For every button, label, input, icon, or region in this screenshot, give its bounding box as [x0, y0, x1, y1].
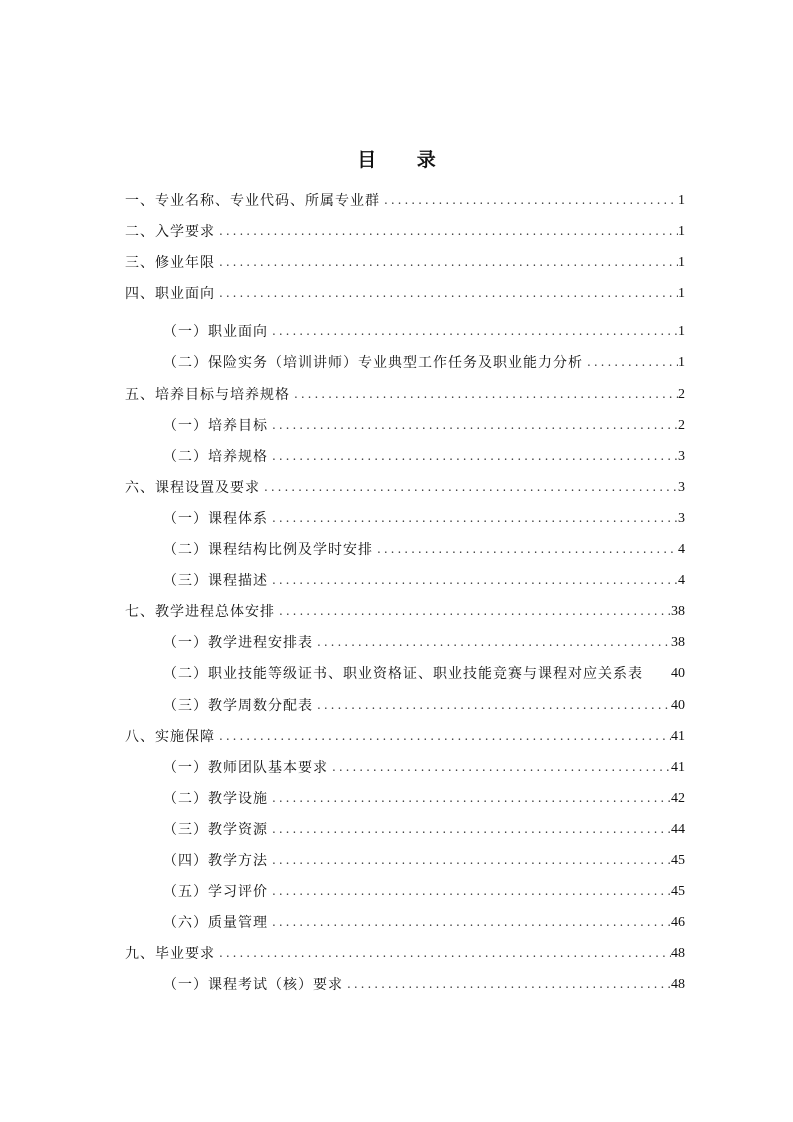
toc-leader-dots: [268, 322, 678, 344]
toc-entry-label: （一）课程考试（核）要求: [163, 977, 343, 994]
table-of-contents: [125, 182, 685, 997]
toc-leader-dots: [260, 478, 678, 500]
toc-leader-dots: [313, 696, 671, 718]
toc-entry-page-number: 1: [678, 193, 685, 209]
toc-entry-page-number: 45: [671, 884, 685, 900]
toc-leader-dots: [215, 222, 678, 244]
toc-entry[interactable]: [125, 344, 685, 375]
toc-entry-page-number: 1: [678, 255, 685, 271]
toc-entry[interactable]: [125, 593, 685, 624]
toc-entry-label: （三）教学资源: [163, 821, 268, 838]
toc-leader-dots: [268, 571, 678, 593]
toc-entry-page-number: 1: [678, 355, 685, 371]
toc-entry-label: （二）保险实务（培训讲师）专业典型工作任务及职业能力分析: [163, 355, 583, 372]
toc-entry-page-number: 48: [671, 946, 685, 962]
toc-entry[interactable]: [125, 244, 685, 275]
toc-leader-dots: [275, 602, 671, 624]
toc-entry-label: 三、修业年限: [125, 255, 215, 272]
toc-leader-dots: [373, 540, 678, 562]
toc-entry-page-number: 2: [678, 386, 685, 402]
toc-leader-dots: [380, 191, 678, 213]
toc-leader-dots: [215, 727, 671, 749]
toc-entry-label: 二、入学要求: [125, 224, 215, 241]
toc-entry[interactable]: [125, 966, 685, 997]
toc-entry-page-number: 42: [671, 790, 685, 806]
toc-leader-dots: [215, 284, 678, 306]
toc-entry[interactable]: [125, 624, 685, 655]
toc-entry-label: （一）培养目标: [163, 417, 268, 434]
toc-entry-page-number: 40: [671, 666, 685, 682]
toc-entry[interactable]: [125, 306, 685, 344]
toc-entry-label: （二）培养规格: [163, 448, 268, 465]
toc-entry-page-number: 45: [671, 852, 685, 868]
toc-entry-label: （二）课程结构比例及学时安排: [163, 542, 373, 559]
toc-entry[interactable]: [125, 213, 685, 244]
toc-entry[interactable]: [125, 686, 685, 717]
toc-entry-page-number: 3: [678, 479, 685, 495]
toc-entry-label: （三）课程描述: [163, 573, 268, 590]
toc-leader-dots: [328, 758, 671, 780]
toc-entry-label: 七、教学进程总体安排: [125, 604, 275, 621]
toc-entry-label: 四、职业面向: [125, 286, 215, 303]
page-title: 目 录: [357, 149, 453, 171]
toc-entry-page-number: 41: [671, 728, 685, 744]
toc-entry-page-number: 41: [671, 759, 685, 775]
toc-leader-dots: [215, 944, 671, 966]
toc-entry[interactable]: [125, 904, 685, 935]
toc-leader-dots: [268, 820, 671, 842]
toc-entry-page-number: 1: [678, 224, 685, 240]
toc-leader-dots: [343, 975, 671, 997]
toc-entry[interactable]: [125, 842, 685, 873]
toc-entry-label: （一）教学进程安排表: [163, 635, 313, 652]
toc-entry[interactable]: [125, 275, 685, 306]
toc-leader-dots: [268, 789, 671, 811]
toc-leader-dots: [268, 509, 678, 531]
toc-entry-page-number: 4: [678, 542, 685, 558]
toc-entry-label: （三）教学周数分配表: [163, 697, 313, 714]
toc-entry[interactable]: [125, 873, 685, 904]
toc-entry[interactable]: [125, 182, 685, 213]
toc-entry-page-number: 48: [671, 977, 685, 993]
toc-entry[interactable]: [125, 500, 685, 531]
toc-leader-dots: [290, 385, 678, 407]
toc-entry-label: （六）质量管理: [163, 915, 268, 932]
toc-entry-page-number: 2: [678, 417, 685, 433]
toc-leader-dots: [268, 851, 671, 873]
toc-leader-dots: [268, 913, 671, 935]
toc-entry-label: （二）教学设施: [163, 790, 268, 807]
toc-entry-page-number: 40: [671, 697, 685, 713]
toc-leader-dots: [215, 253, 678, 275]
toc-entry-page-number: 3: [678, 448, 685, 464]
toc-entry[interactable]: [125, 935, 685, 966]
toc-entry[interactable]: [125, 811, 685, 842]
toc-entry-page-number: 44: [671, 821, 685, 837]
toc-entry-label: 一、专业名称、专业代码、所属专业群: [125, 193, 380, 210]
toc-entry-label: 九、毕业要求: [125, 946, 215, 963]
toc-leader-dots: [268, 882, 671, 904]
toc-entry-label: （一）教师团队基本要求: [163, 759, 328, 776]
toc-entry-label: （二）职业技能等级证书、职业资格证、职业技能竞赛与课程对应关系表: [163, 666, 643, 683]
toc-entry-page-number: 46: [671, 915, 685, 931]
toc-entry-page-number: 38: [671, 604, 685, 620]
toc-entry-page-number: 1: [678, 286, 685, 302]
toc-entry-page-number: 1: [678, 324, 685, 340]
toc-entry[interactable]: [125, 438, 685, 469]
toc-entry[interactable]: [125, 469, 685, 500]
toc-entry[interactable]: [125, 375, 685, 406]
toc-entry[interactable]: [125, 407, 685, 438]
toc-leader-dots: [268, 447, 678, 469]
toc-entry[interactable]: [125, 531, 685, 562]
toc-entry-page-number: 4: [678, 573, 685, 589]
toc-leader-dots: [583, 353, 678, 375]
toc-entry-label: 六、课程设置及要求: [125, 479, 260, 496]
toc-entry[interactable]: [125, 780, 685, 811]
toc-entry[interactable]: [125, 562, 685, 593]
toc-entry-label: （一）职业面向: [163, 324, 268, 341]
toc-entry[interactable]: [125, 655, 685, 686]
toc-leader-dots: [313, 633, 671, 655]
toc-entry[interactable]: [125, 749, 685, 780]
toc-entry-label: 五、培养目标与培养规格: [125, 386, 290, 403]
toc-entry-page-number: 3: [678, 510, 685, 526]
toc-entry-label: （四）教学方法: [163, 852, 268, 869]
toc-leader-dots: [268, 416, 678, 438]
toc-entry[interactable]: [125, 718, 685, 749]
toc-entry-page-number: 38: [671, 635, 685, 651]
toc-entry-label: （一）课程体系: [163, 510, 268, 527]
toc-entry-label: 八、实施保障: [125, 728, 215, 745]
toc-entry-label: （五）学习评价: [163, 884, 268, 901]
